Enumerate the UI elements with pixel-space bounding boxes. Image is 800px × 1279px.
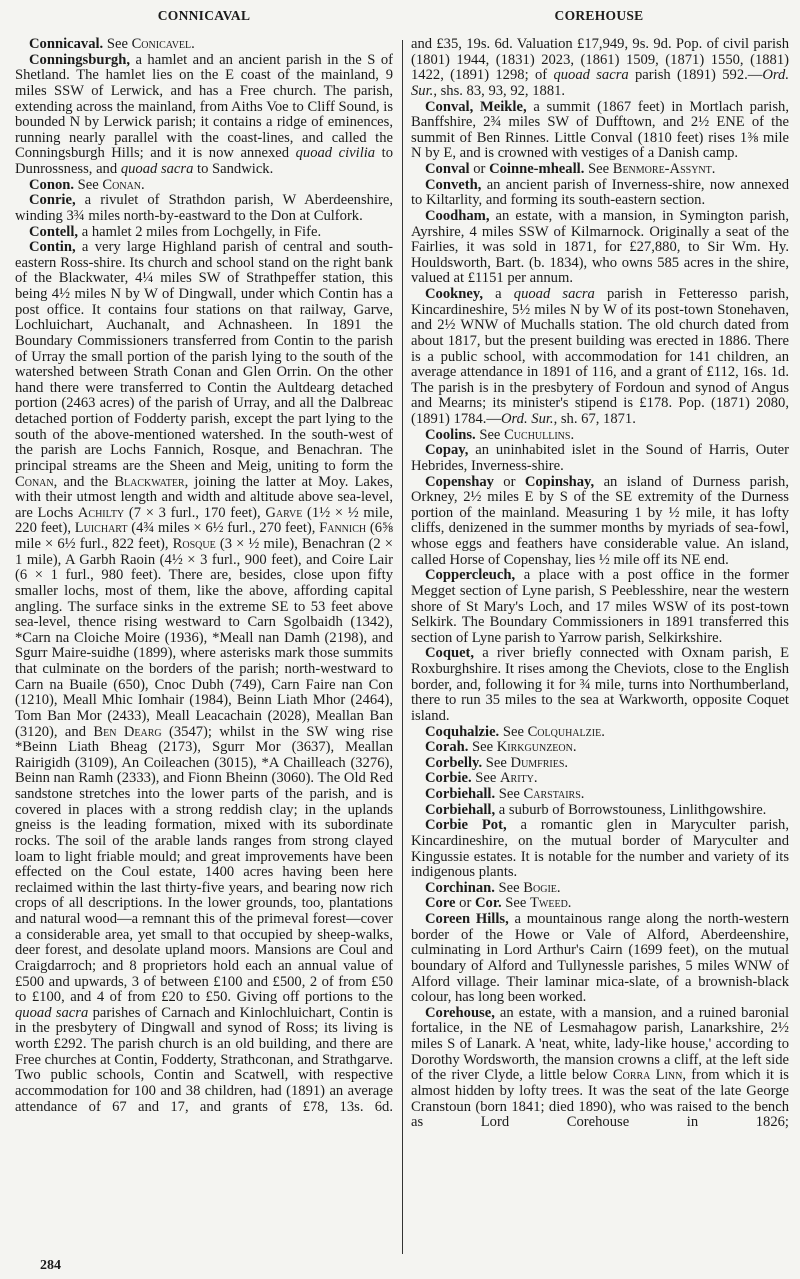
gazetteer-entry <box>411 443 789 474</box>
gazetteer-entry <box>411 803 789 819</box>
cross-reference: Carstairs <box>523 786 581 802</box>
entry-text: (4¾ miles × 6½ furl., 270 feet), <box>127 520 320 537</box>
entry-text: a mountainous range along the north-western border of the Howe or Vale of Alford, Aberdeenshire, culminating in Lord Arthur's Cairn (1699 feet), on the mutual boundary of Alford and Tullynessle parishes, 5 miles WNW of Alford village. Their laminar mica-slate, of a brownish-black colour, has long been worked. <box>411 911 789 1006</box>
entry-headword: Conveth, <box>425 176 482 193</box>
entry-text: a <box>482 286 514 302</box>
cross-reference: Garve <box>265 504 303 521</box>
entry-headword: Corehouse, <box>425 1004 495 1021</box>
cross-reference: Luichart <box>74 520 128 537</box>
gazetteer-entry <box>411 100 789 163</box>
entry-text: See <box>501 895 530 912</box>
gazetteer-entry <box>411 209 789 287</box>
column-divider <box>402 40 403 1254</box>
entry-headword: Coreen Hills, <box>425 911 509 927</box>
entry-text: a hamlet and an ancient parish in the S of Shetland. The hamlet lies on the E coast of the mainland, 9 miles SSW of Lerwick, and has a Free church. The parish, extending across the mainland, from Aiths Voe to Cliff Sound, is bounded N by Lerwick parish; it contains a ridge of eminences, running nearly parallel with the coast-lines, and called the Conningsburgh Hills; and it is now annexed <box>15 51 393 162</box>
entry-text: . <box>564 754 569 771</box>
entry-text: See <box>584 161 613 177</box>
entry-text: . <box>556 879 561 896</box>
gazetteer-entry <box>411 756 789 772</box>
entry-text: parish (1891) 592.— <box>628 67 763 84</box>
entry-text: an island of Durness parish, Orkney, 2½ miles E by S of the SE extremity of the Durness portion of the mainland. Measuring 1 by ½ mile, it has lofty cliffs, denizened in the summer months by myriads of sea-fowl, whose eggs and feathers have considerable value. An island, called Horse of Copenshay, lies ½ mile off its NE end. <box>411 473 789 568</box>
entry-text: parishes of Carnach and Kinlochluichart, Contin is in the presbytery of Dingwall and synod of Ross; its living is worth £292. The parish church is an old building, and there are Free churches at Contin, Fodderty, Strathconan, and Strathgarve. Two public schools, Contin and Scatwell, with respective accommodation for 100 and 38 children, had (1891) an average attendance of 67 and 17, and grants of £78, 13s. 6d. <box>15 1004 393 1115</box>
entry-text: See <box>482 754 511 771</box>
cross-reference: Blackwater <box>114 473 185 490</box>
entry-text: , and the <box>53 473 115 490</box>
cross-reference: Colquhalzie <box>527 723 602 740</box>
entry-text: a river briefly connected with Oxnam parish, E Roxburghshire. It rises among the Cheviots, close to the English border, and, following it for ¾ mile, turns into Northumberland, there to run 35 miles to the sea at Warkworth, opposite Coquet island. <box>411 645 789 724</box>
gazetteer-entry <box>411 912 789 1006</box>
entry-headword: Copay, <box>425 442 469 459</box>
entry-headword: Conningsburgh, <box>29 51 130 68</box>
gazetteer-entry <box>15 178 393 194</box>
entry-text: , from which it is almost hidden by lofty trees. It was the seat of the late George Cranstoun (born 1841; died 1890), who was raised to the bench as Lord Corehouse in 1826; <box>411 1067 789 1131</box>
cross-reference: Conan <box>102 176 142 193</box>
gazetteer-entry <box>411 287 789 428</box>
cross-reference: Kirkgunzeon <box>496 739 573 756</box>
entry-headword: Conrie, <box>29 192 76 209</box>
entry-text: . <box>580 786 585 802</box>
entry-headword: Contin, <box>29 239 76 256</box>
gazetteer-entry <box>411 568 789 646</box>
entry-text: . <box>567 895 572 912</box>
italic-text: quoad civilia <box>295 145 376 162</box>
entry-text: and £35, 19s. 6d. Valuation £17,949, 9s. 9d. Pop. of civil parish (1801) 1944, (1831) 2023, (1861) 1509, (1871) 1550, (1881) 1422, (1891) 1298; of <box>411 36 789 84</box>
entry-headword: Coodham, <box>425 207 490 224</box>
running-head-right: COREHOUSE <box>554 8 644 23</box>
entry-headword: Corbiehall, <box>425 801 496 818</box>
entry-headword: Conon. <box>29 176 75 193</box>
gazetteer-entry <box>411 1006 789 1131</box>
cross-reference: Rosque <box>172 536 216 552</box>
entry-text: a rivulet of Strathdon parish, W Aberdeenshire, winding 3¾ miles north-by-eastward to the Don at Culfork. <box>15 192 393 224</box>
entry-continuation <box>411 37 789 100</box>
entry-text: (6⅝ mile × 6½ furl., 822 feet), <box>15 520 393 552</box>
cross-reference: Tweed <box>530 895 568 912</box>
gazetteer-entry <box>411 428 789 444</box>
entry-headword: Copenshay <box>425 473 494 490</box>
entry-text: an estate, with a mansion, and a ruined baronial fortalice, in the NE of Lesmahagow parish, Lanarkshire, 2½ miles S of Lanark. A 'neat, white, lady-like house,' according to Dorothy Wordsworth, the mansion crowns a cliff, at the left side of the river Clyde, a little below <box>411 1004 789 1084</box>
gazetteer-entry <box>411 787 789 803</box>
entry-headword: Copinshay, <box>524 473 595 490</box>
gazetteer-entry <box>15 240 393 1115</box>
entry-headword: Cookney, <box>425 286 483 302</box>
entry-text: See <box>495 786 524 802</box>
entry-text: a very large Highland parish of central and south-eastern Ross-shire. Its church and school stand on the right bank of the Blackwater, 4¼ miles SW of Strathpeffer station, this being 4½ miles N by W of Dingwall, under which Contin has a post office. It contains four stations on that railway, Garve, Lochluichart, Auchanalt, and Achnasheen. In 1891 the Boundary Commissioners transferred from Contin to the parish of Urray the small portion of the parish lying to the south of the watershed between Strath Conan and Glen Orrin. On the other hand there were transferred to Contin the Aultdearg detached portion (2463 acres) of the parish of Urray, and all the Dalbreac detached portion of Fodderty parish, except the part lying to the south of the above-mentioned watershed. In the south-west of the parish are Lochs Fannich, Rosque, and Benachran. The principal streams are the Sheen and Meig, uniting to form the <box>15 239 393 474</box>
right-column <box>411 37 789 1131</box>
entry-text: See <box>103 36 132 52</box>
entry-text: See <box>74 176 103 193</box>
cross-reference: Dumfries <box>510 754 565 771</box>
entry-text: , shs. 83, 93, 92, 1881. <box>433 82 566 99</box>
cross-reference: Conicavel <box>131 36 192 52</box>
entry-headword: Cor. <box>475 895 502 912</box>
entry-text: a suburb of Borrowstouness, Linlithgowshire. <box>495 801 767 818</box>
gazetteer-entry <box>411 771 789 787</box>
entry-text: parish in Fetteresso parish, Kincardineshire, 5½ miles N by W of its post-town Stonehaven, and 2½ WNW of Muchalls station. The old church dated from about 1817, but the present building was erected in 1886. There is a public school, with accommodation for 141 children, an average attendance in 1891 of 116, and a grant of £112, 16s. 1d. The parish is in the presbytery of Fordoun and synod of Angus and Mearns; its minister's stipend is £178. Pop. (1871) 2080, (1891) 1784.— <box>411 286 789 427</box>
entry-text: . <box>711 161 716 177</box>
entry-headword: Corbie Pot, <box>425 817 507 834</box>
cross-reference: Bogie <box>523 879 557 896</box>
gazetteer-entry <box>411 646 789 724</box>
entry-text: . <box>601 723 605 740</box>
entry-text: See <box>471 770 500 787</box>
cross-reference: Fannich <box>319 520 367 537</box>
entry-text: a romantic glen in Maryculter parish, Kincardineshire, on the mutual border of Maryculter and Kingussie estates. It is notable for the number and variety of its indigenous plants. <box>411 817 789 881</box>
entry-text: or <box>469 161 490 177</box>
entry-text: (1½ × ½ mile, 220 feet), <box>15 504 393 537</box>
cross-reference: Corra Linn <box>612 1067 683 1084</box>
entry-text: an ancient parish of Inverness-shire, now annexed to Kiltarlity, and forming its south-eastern section. <box>411 176 789 209</box>
entry-headword: Coolins. <box>425 426 476 443</box>
gazetteer-entry <box>411 740 789 756</box>
entry-text: (7 × 3 furl., 170 feet), <box>124 504 266 521</box>
entry-headword: Corbelly. <box>425 754 483 771</box>
entry-text: a hamlet 2 miles from Lochgelly, in Fife. <box>78 223 322 240</box>
cross-reference: Benmore-Assynt <box>612 161 712 177</box>
cross-reference: Cuchullins <box>504 426 571 443</box>
entry-text: or <box>493 473 525 490</box>
entry-text: a summit (1867 feet) in Mortlach parish, Banffshire, 2¾ miles SW of Dufftown, and 2½ ENE of the summit of Ben Rinnes. Little Conval (1810 feet) rises 1⅜ mile N by E, and is crowned with vestiges of a Danish camp. <box>411 98 789 162</box>
gazetteer-entry <box>411 178 789 209</box>
entry-text: . <box>570 426 575 443</box>
gazetteer-entry <box>411 881 789 897</box>
entry-text: See <box>499 723 528 740</box>
entry-headword: Connicaval. <box>29 36 104 52</box>
gazetteer-entry <box>15 53 393 178</box>
entry-headword: Corchinan. <box>425 879 495 896</box>
entry-text: , joining the latter at Moy. Lakes, with their utmost length and width and altitude above sea-level, are Lochs <box>15 473 393 521</box>
entry-text: a place with a post office in the former Megget section of Lyne parish, S Peeblesshire, near the western shore of St Mary's Loch, and 17 miles WSW of its post-town Selkirk. The Boundary Commissioners in 1891 transferred this section of Lyne parish to Yarrow parish, Selkirkshire. <box>411 567 789 646</box>
entry-headword: Core <box>425 895 456 912</box>
gazetteer-entry <box>411 162 789 178</box>
gazetteer-entry <box>15 225 393 241</box>
entry-headword: Coquet, <box>425 645 475 662</box>
entry-headword: Conval, Meikle, <box>425 98 527 115</box>
entry-text: . <box>191 36 195 52</box>
entry-text: an estate, with a mansion, in Symington parish, Ayrshire, 4 miles SSW of Kilmarnock. Originally a seat of the Fairlies, it was sold in 1871, for £27,880, to Sir Wm. Hy. Houldsworth, Bart. (b. 1834), who owns 585 acres in the shire, valued at £1151 per annum. <box>411 207 789 287</box>
gazetteer-entry <box>411 725 789 741</box>
running-head-left: CONNICAVAL <box>157 8 251 23</box>
gazetteer-entry <box>411 818 789 881</box>
entry-headword: Corbiehall. <box>425 786 496 802</box>
gazetteer-entry <box>411 896 789 912</box>
entry-headword: Coppercleuch, <box>425 567 516 584</box>
entry-text: (3 × ½ mile), Benachran (2 × 1 mile), A Garbh Raoin (4½ × 3 furl., 900 feet), and Coire Lair (6 × 1 furl., 980 feet). There are, besides, close upon fifty smaller lochs, most of them, like the above, affording capital angling. The surface sinks in the extreme SE to 53 feet above sea-level, thence rising westward to Carn Sgolbaidh (1342), *Carn na Cloiche Moire (1936), *Meall nan Damh (2198), and Sgurr Maire-suidhe (1899), where asterisks mark those summits that culminate on the borders of the parish; north-westward to Carn na Buaile (650), Cnoc Dubh (749), Carn Faire nan Con (1210), Meall Mhic Iomhair (1984), Beinn Liath Mhor (2464), Tom Ban Mor (2433), Meall Leacachain (2028), Meallan Ban (3120), and <box>15 536 393 740</box>
cross-reference: Arity <box>500 770 534 787</box>
entry-headword: Coquhalzie. <box>425 723 500 740</box>
entry-text: (3547); whilst in the SW wing rise *Beinn Liath Bheag (2173), Sgurr Mor (3637), Meallan Rairigidh (3109), An Coileachen (3015), *A Chailleach (3276), Beinn nan Ramh (2333), and Fionn Bheinn (3060). The Old Red sandstone stretches into the lower parts of the parish, and is covered in places with a strong reddish clay; in the uplands gneiss is the leading formation, mixed with its subordinate rocks. The soil of the arable lands ranges from strong clayed loam to light friable mould; and great improvements have been effected on the Coul estate, 1400 acres having been here reclaimed within the last thirty-five years, and bearing now rich crops of all descriptions. In the lower grounds, too, plantations and natural wood—a remnant this of the primeval forest—cover a considerable area, yet small to that occupied by sheep-walks, deer forest, and desolate upland moors. Mansions are Coul and Craigdarroch; and 8 proprietors hold each an annual value of £500 and upwards, 3 of between £100 and £500, 2 of from £50 to £100, and 4 of from £20 to £50. Giving off portions to the <box>15 723 393 1006</box>
entry-text: or <box>455 895 475 912</box>
entry-text: to Sandwick. <box>193 161 274 177</box>
entry-headword: Conval <box>425 161 470 177</box>
entry-headword: Contell, <box>29 223 79 240</box>
italic-text: Ord. Sur. <box>411 67 789 99</box>
entry-text: See <box>468 739 497 756</box>
italic-text: Ord. Sur. <box>501 411 554 427</box>
gazetteer-entry <box>15 37 393 53</box>
entry-text: to Dunrossness, and <box>15 145 393 177</box>
entry-text: . <box>533 770 538 787</box>
entry-headword: Corah. <box>425 739 469 756</box>
cross-reference: Achilty <box>77 504 125 521</box>
left-column <box>15 37 393 1115</box>
gazetteer-entry <box>411 475 789 569</box>
entry-text: See <box>475 426 505 443</box>
entry-text: , sh. 67, 1871. <box>553 411 636 427</box>
cross-reference: Conan <box>15 473 54 490</box>
entry-text: . <box>572 739 577 756</box>
italic-text: quoad sacra <box>513 286 595 302</box>
italic-text: quoad sacra <box>15 1004 89 1021</box>
italic-text: quoad sacra <box>553 67 629 84</box>
entry-headword: Corbie. <box>425 770 472 787</box>
entry-headword: Coinne-mheall. <box>489 161 585 177</box>
cross-reference: Ben Dearg <box>93 723 162 740</box>
entry-text: . <box>141 176 145 193</box>
entry-text: See <box>494 879 524 896</box>
gazetteer-entry <box>15 193 393 224</box>
italic-text: quoad sacra <box>120 161 194 177</box>
page-number: 284 <box>40 1258 61 1273</box>
entry-text: an uninhabited islet in the Sound of Harris, Outer Hebrides, Inverness-shire. <box>411 442 789 474</box>
